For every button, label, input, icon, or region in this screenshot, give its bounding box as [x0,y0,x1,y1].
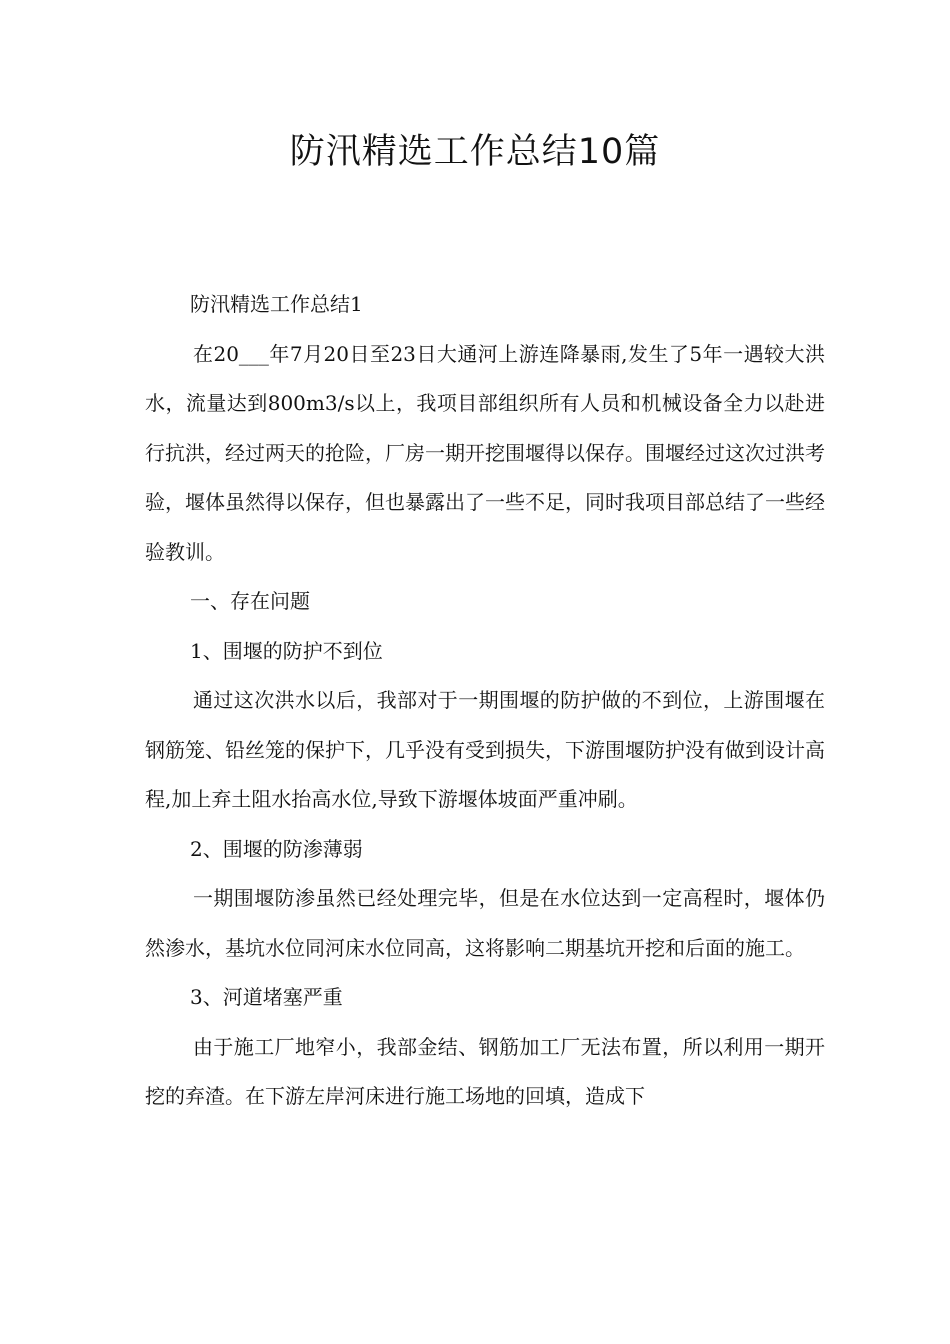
section-heading: 一、存在问题 [190,589,310,613]
subsection-heading: 2、围堰的防渗薄弱 [190,836,363,861]
paragraph: 通过这次洪水以后，我部对于一期围堰的防护做的不到位，上游围堰在钢筋笼、铅丝笼的保护下，几乎没有受到损失，下游围堰防护没有做到设计高程,加上弃土阻水抬高水位,导致下游堰体坡面严重冲刷。 [145,688,825,811]
document-title: 防汛精选工作总结10篇 [289,132,661,172]
subsection-heading: 1、围堰的防护不到位 [190,638,383,663]
paragraph: 由于施工厂地窄小，我部金结、钢筋加工厂无法布置，所以利用一期开挖的弃渣。在下游左岸河床进行施工场地的回填，造成下 [145,1034,825,1108]
section-title: 防汛精选工作总结1 [190,292,363,316]
subsection-heading: 3、河道堵塞严重 [190,985,343,1009]
paragraph: 在20___年7月20日至23日大通河上游连降暴雨,发生了5年一遇较大洪水，流量达到800m3/s以上，我项目部组织所有人员和机械设备全力以赴进行抗洪，经过两天的抢险，厂房一期开挖围堰得以保存。围堰经过这次过洪考验，堰体虽然得以保存，但也暴露出了一些不足，同时我项目部总结了一些经验教训。 [145,341,825,564]
paragraph: 一期围堰防渗虽然已经处理完毕，但是在水位达到一定高程时，堰体仍然渗水，基坑水位同河床水位同高，这将影响二期基坑开挖和后面的施工。 [145,886,825,960]
document-body [145,280,825,1122]
